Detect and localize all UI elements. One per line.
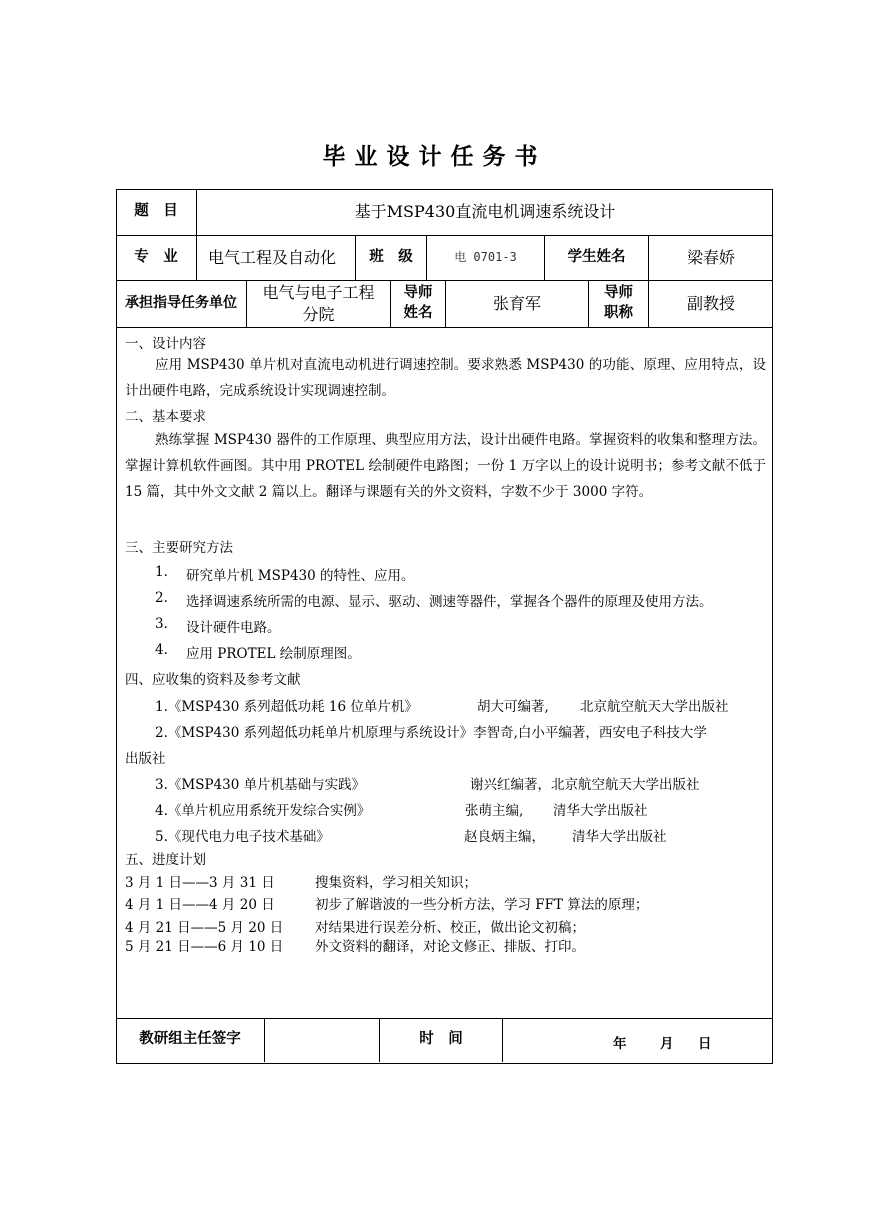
section-heading: 三、主要研究方法 <box>125 540 233 556</box>
tutor-label-line1: 导师 <box>403 284 433 301</box>
reference-title: 2.《MSP430 系列超低功耗单片机原理与系统设计》李智奇,白小平编著，西安电子科技大学 <box>155 725 707 741</box>
unit-label: 承担指导任务单位 <box>125 295 237 312</box>
section-text: 应用 MSP430 单片机对直流电动机进行调速控制。要求熟悉 MSP430 的功能、原理、应用特点，设计出硬件电路，完成系统设计实现调速控制。 <box>125 357 766 399</box>
reference-publisher: 清华大学出版社 <box>553 803 648 819</box>
method-item-num: 4. <box>155 642 168 658</box>
topic-label: 题 目 <box>134 203 178 220</box>
section-heading: 一、设计内容 <box>125 336 206 352</box>
reference-author: 赵良炳主编， <box>464 829 545 845</box>
reference-title: 3.《MSP430 单片机基础与实践》 <box>155 777 366 793</box>
unit-value-line2: 分院 <box>302 304 335 324</box>
schedule-task: 对结果进行误差分析、校正，做出论文初稿； <box>315 920 585 936</box>
major-value: 电气工程及自动化 <box>208 247 337 267</box>
reference-author: 谢兴红编著，北京航空航天大学出版社 <box>470 777 700 793</box>
schedule-date: 4 月 1 日——4 月 20 日 <box>125 897 275 913</box>
document-title: 毕业设计任务书 <box>322 144 547 170</box>
schedule-task: 外文资料的翻译，对论文修正、排版、打印。 <box>315 939 585 955</box>
topic-value: 基于MSP430直流电机调速系统设计 <box>354 202 616 222</box>
month-label: 月 <box>660 1036 674 1052</box>
reference-author: 张萌主编, <box>465 803 524 819</box>
tutor-title-label <box>589 280 648 327</box>
reference-title: 4.《单片机应用系统开发综合实例》 <box>155 803 371 819</box>
schedule-task: 初步了解谐波的一些分析方法，学习 FFT 算法的原理； <box>315 897 649 913</box>
method-item-text: 研究单片机 MSP430 的特性、应用。 <box>186 568 415 584</box>
class-label: 班 级 <box>369 248 413 265</box>
method-item-text: 设计硬件电路。 <box>186 620 281 636</box>
schedule-task: 搜集资料，学习相关知识； <box>315 875 477 891</box>
reference-publisher: 北京航空航天大学出版社 <box>580 699 729 715</box>
sign-label: 教研组主任签字 <box>139 1031 241 1048</box>
col-divider <box>502 1018 503 1062</box>
section-text: 熟练掌握 MSP430 器件的工作原理、典型应用方法，设计出硬件电路。掌握资料的收集和整理方法。掌握计算机软件画图。其中用 PROTEL 绘制硬件电路图；一份 1 万字以上的设计说明书；参考文献不低于 15 篇，其中外文文献 2 篇以上。翻译与课题有关的外文资料，字数不少于 3000 字符。 <box>125 432 766 500</box>
time-label: 时 间 <box>419 1031 463 1048</box>
tutor-title-label-line1: 导师 <box>604 284 633 301</box>
student-label: 学生姓名 <box>567 248 626 265</box>
method-item-num: 3. <box>155 616 168 632</box>
reference-title: 5.《现代电力电子技术基础》 <box>155 829 330 845</box>
section-heading: 四、应收集的资料及参考文献 <box>125 672 301 688</box>
tutor-label <box>391 280 445 327</box>
method-item-text: 选择调速系统所需的电源、显示、驱动、测速等器件，掌握各个器件的原理及使用方法。 <box>186 594 713 610</box>
tutor-value: 张育军 <box>492 293 541 313</box>
class-value: 电 0701-3 <box>454 250 517 265</box>
section-heading: 二、基本要求 <box>125 409 206 425</box>
reference-title: 1.《MSP430 系列超低功耗 16 位单片机》 <box>155 699 418 715</box>
sign-field <box>265 1018 379 1062</box>
reference-publisher: 清华大学出版社 <box>572 829 667 845</box>
tutor-label-line2: 姓名 <box>403 304 433 321</box>
schedule-date: 3 月 1 日——3 月 31 日 <box>125 875 275 891</box>
tutor-title-label-line2: 职称 <box>604 304 633 321</box>
year-label: 年 <box>613 1036 627 1052</box>
schedule-date: 4 月 21 日——5 月 20 日 <box>125 920 284 936</box>
major-label: 专 业 <box>134 248 178 265</box>
schedule-date: 5 月 21 日——6 月 10 日 <box>125 939 284 955</box>
unit-value-line1: 电气与电子工程 <box>262 282 375 302</box>
unit-value <box>247 280 390 327</box>
reference-author: 胡大可编著, <box>477 699 549 715</box>
student-value: 梁春娇 <box>686 247 735 267</box>
tutor-title-value: 副教授 <box>686 293 735 313</box>
reference-continuation: 出版社 <box>125 751 166 767</box>
method-item-text: 应用 PROTEL 绘制原理图。 <box>186 646 361 662</box>
section-heading: 五、进度计划 <box>125 852 206 868</box>
method-item-num: 1. <box>155 564 168 580</box>
day-label: 日 <box>698 1036 712 1052</box>
method-item-num: 2. <box>155 590 168 606</box>
